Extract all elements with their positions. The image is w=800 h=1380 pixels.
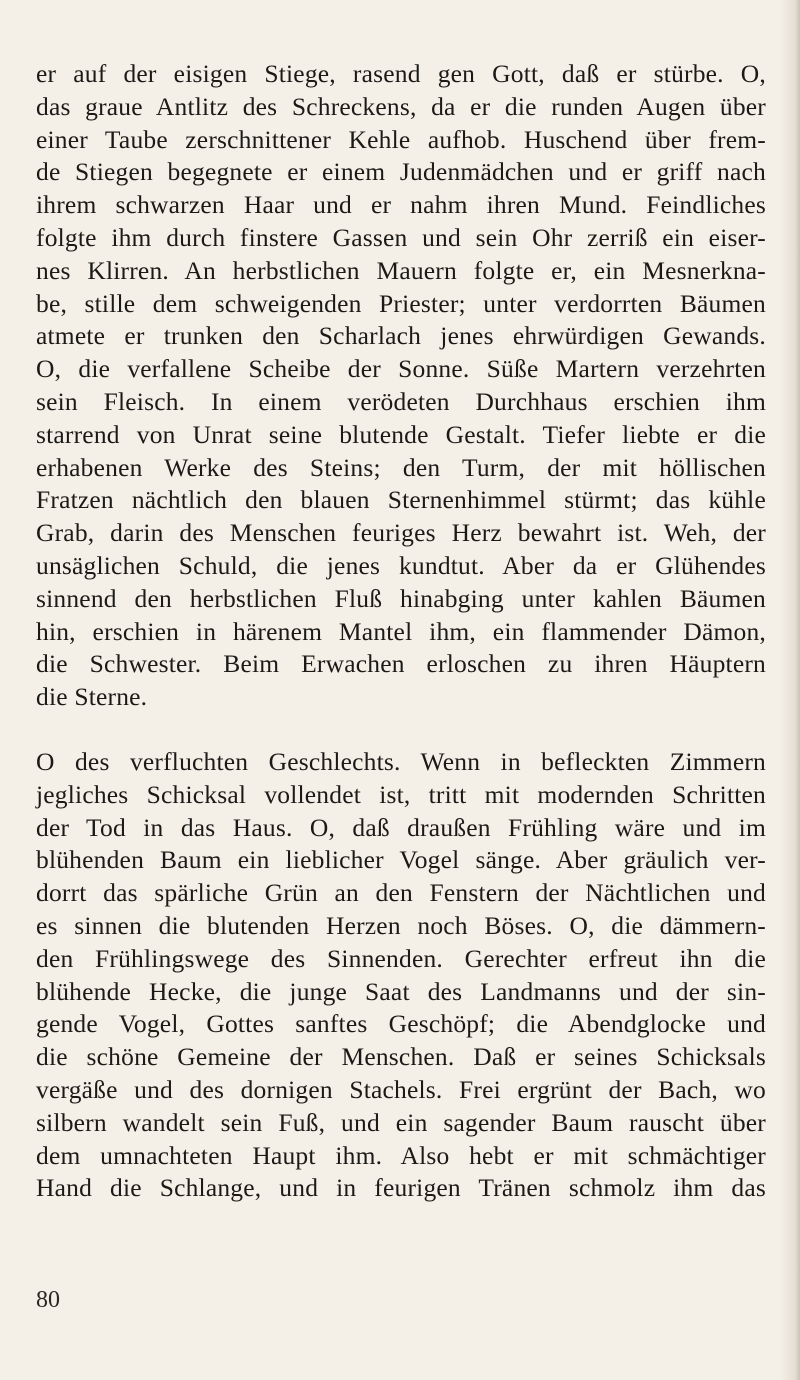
text-line: nes Klirren. An herbstlichen Mauern folgte er, ein Mesnerkna- [36,255,766,285]
text-line: die schöne Gemeine der Menschen. Daß er seines Schicksals [36,1042,766,1072]
text-line: blühenden Baum ein lieblicher Vogel sänge. Aber gräulich ver- [36,845,766,875]
text-line: Hand die Schlange, und in feurigen Tränen schmolz ihm das [36,1173,766,1203]
text-line: sein Fleisch. In einem verödeten Durchhaus erschien ihm [36,386,766,416]
text-line: vergäße und des dornigen Stachels. Frei ergrünt der Bach, wo [36,1074,766,1104]
text-line: be, stille dem schweigenden Priester; unter verdorrten Bäumen [36,288,766,318]
text-line: es sinnen die blutenden Herzen noch Böses. O, die dämmern- [36,910,766,940]
text-line: ihrem schwarzen Haar und er nahm ihren Mund. Feindliches [36,190,766,220]
text-line: dem umnachteten Haupt ihm. Also hebt er mit schmächtiger [36,1140,766,1170]
text-line: folgte ihm durch finstere Gassen und sein Ohr zerriß ein eiser- [36,222,766,252]
text-line: dorrt das spärliche Grün an den Fenstern der Nächtlichen und [36,878,766,908]
text-line: atmete er trunken den Scharlach jenes ehrwürdigen Gewands. [36,321,766,351]
text-line: das graue Antlitz des Schreckens, da er die runden Augen über [36,91,766,121]
text-line: blühende Hecke, die junge Saat des Landmanns und der sin- [36,976,766,1006]
text-line: den Frühlingswege des Sinnenden. Gerechter erfreut ihn die [36,943,766,973]
text-line: die Schwester. Beim Erwachen erloschen zu ihren Häuptern [36,649,766,679]
text-line: Grab, darin des Menschen feuriges Herz bewahrt ist. Weh, der [36,518,766,548]
text-line: der Tod in das Haus. O, daß draußen Frühling wäre und im [36,812,766,842]
text-line: starrend von Unrat seine blutende Gestalt. Tiefer liebte er die [36,419,766,449]
text-line: er auf der eisigen Stiege, rasend gen Gott, daß er stürbe. O, [36,59,766,88]
text-line: O des verfluchten Geschlechts. Wenn in befleckten Zimmern [36,747,766,776]
text-line: de Stiegen begegnete er einem Judenmädchen und er griff nach [36,157,766,187]
text-line: unsäglichen Schuld, die jenes kundtut. Aber da er Glühendes [36,550,766,580]
paragraph-1 [36,58,766,714]
text-line: einer Taube zerschnittener Kehle aufhob. Huschend über frem- [36,124,766,154]
text-line: die Sterne. [36,682,148,712]
text-line: hin, erschien in härenem Mantel ihm, ein flammender Dämon, [36,616,766,646]
text-line: Fratzen nächtlich den blauen Sternenhimmel stürmt; das kühle [36,485,766,515]
text-line: sinnend den herbstlichen Fluß hinabging unter kahlen Bäumen [36,583,766,613]
text-line: gende Vogel, Gottes sanftes Geschöpf; die Abendglocke und [36,1009,766,1039]
text-line: O, die verfallene Scheibe der Sonne. Süße Martern verzehrten [36,354,766,384]
page-number: 80 [36,1287,60,1313]
text-line: silbern wandelt sein Fuß, und ein sagender Baum rauscht über [36,1107,766,1137]
text-line: erhabenen Werke des Steins; den Turm, der mit höllischen [36,452,766,482]
text-line: jegliches Schicksal vollendet ist, tritt mit modernden Schritten [36,779,766,809]
paragraph-2 [36,746,766,1205]
